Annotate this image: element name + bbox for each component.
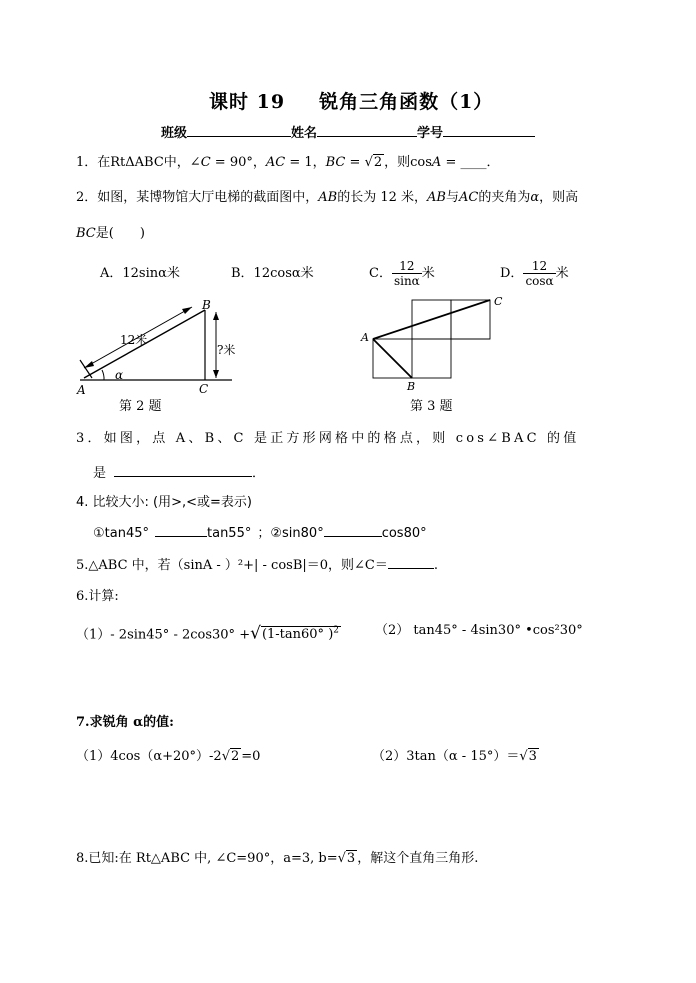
question-8: 8.已知:在 Rt△ABC 中, ∠C=90°，a=3, b=√3 ，解这个直角三角形.	[76, 851, 479, 866]
arrow-head-end	[182, 307, 192, 314]
question-4-parts: ①tan45° tan55° ；②sin80° cos80°	[93, 523, 427, 542]
question-7-part-2: （2）3tan（α - 15°）＝√3	[372, 749, 537, 764]
figure-2-escalator	[70, 298, 250, 398]
lesson-topic: 锐角三角函数（1）	[319, 91, 494, 113]
sqrt-symbol: √	[250, 623, 261, 644]
length-label: 12米	[120, 333, 148, 347]
grid-lines	[373, 300, 490, 378]
sqrt-symbol: √	[221, 749, 230, 764]
angle-alpha: α	[115, 368, 124, 382]
answer-blank[interactable]	[114, 463, 252, 477]
question-3-line-2: 是 ．	[93, 463, 265, 482]
question-4: 4. 比较大小: (用>,<或=表示)	[76, 495, 253, 510]
height-arrow-bottom	[213, 370, 219, 378]
option-d[interactable]: D． $\frac{12}{\cos\alpha}$ 米	[500, 259, 569, 288]
label-c: C	[494, 295, 503, 308]
arrow-head-start	[84, 361, 94, 368]
id-label: 学号	[417, 126, 444, 141]
question-7-part-1: （1）4cos（α+20°）-2√2 =0	[76, 749, 261, 764]
question-7-label: 7.求锐角 α的值:	[76, 715, 174, 730]
answer-blank[interactable]: ____	[460, 155, 487, 170]
segment-ac	[373, 300, 490, 339]
segment-ab	[373, 339, 412, 378]
question-3-line-1: 3．如图，点 A、B、C 是正方形网格中的格点，则 cos∠BAC 的值	[76, 431, 580, 446]
figure-3-grid	[355, 290, 505, 395]
answer-blank[interactable]	[324, 523, 382, 537]
label-b: B	[407, 380, 416, 393]
sqrt-symbol: √	[364, 155, 373, 170]
label-a: A	[361, 331, 369, 344]
question-5: 5.△ABC 中，若（sinA - ）²+| - cosB|＝0，则∠C＝ .	[76, 555, 438, 574]
lesson-number: 课时 19	[209, 91, 286, 113]
page-title	[209, 87, 493, 114]
question-1: 1．在RtΔABC中，∠C = 90°，AC = 1，BC = √2 ，则cosA = ____．	[76, 155, 500, 170]
question-2-line-1: 2．如图，某博物馆大厅电梯的截面图中，AB的长为 12 米，AB与AC的夹角为α，则高	[76, 190, 579, 205]
question-6-part-2: （2） tan45° - 4sin30° •cos²30°	[375, 623, 583, 638]
label-a: A	[77, 383, 86, 397]
question-2-line-2: BC是( )	[76, 226, 145, 241]
height-arrow-top	[213, 312, 219, 320]
fraction: $\frac{12}{\sin\alpha}$	[393, 259, 420, 288]
student-info-line	[161, 123, 535, 142]
answer-blank[interactable]	[155, 523, 207, 537]
option-c[interactable]: C． $\frac{12}{\sin\alpha}$ 米	[369, 259, 435, 288]
height-label: ?米	[217, 343, 236, 357]
question-6-part-1: （1）- 2sin45° - 2cos30° +√(1-tan60° )$^2$	[76, 623, 340, 644]
figure-2-caption: 第 2 题	[119, 399, 162, 414]
label-c: C	[199, 382, 209, 396]
question-6-label: 6.计算:	[76, 589, 119, 604]
sqrt-symbol: √	[337, 851, 346, 866]
class-field[interactable]	[187, 123, 291, 137]
angle-arc	[102, 370, 104, 380]
id-field[interactable]	[443, 123, 535, 137]
class-label: 班级	[161, 126, 188, 141]
name-label: 姓名	[291, 126, 318, 141]
fraction: $\frac{12}{\cos\alpha}$	[525, 259, 554, 288]
option-a[interactable]: A．12sinα米	[100, 266, 180, 281]
label-b: B	[202, 298, 211, 312]
option-b[interactable]: B．12cosα米	[231, 266, 314, 281]
figure-3-caption: 第 3 题	[410, 399, 453, 414]
answer-blank[interactable]	[388, 555, 434, 569]
sqrt-symbol: √	[519, 749, 528, 764]
name-field[interactable]	[317, 123, 417, 137]
